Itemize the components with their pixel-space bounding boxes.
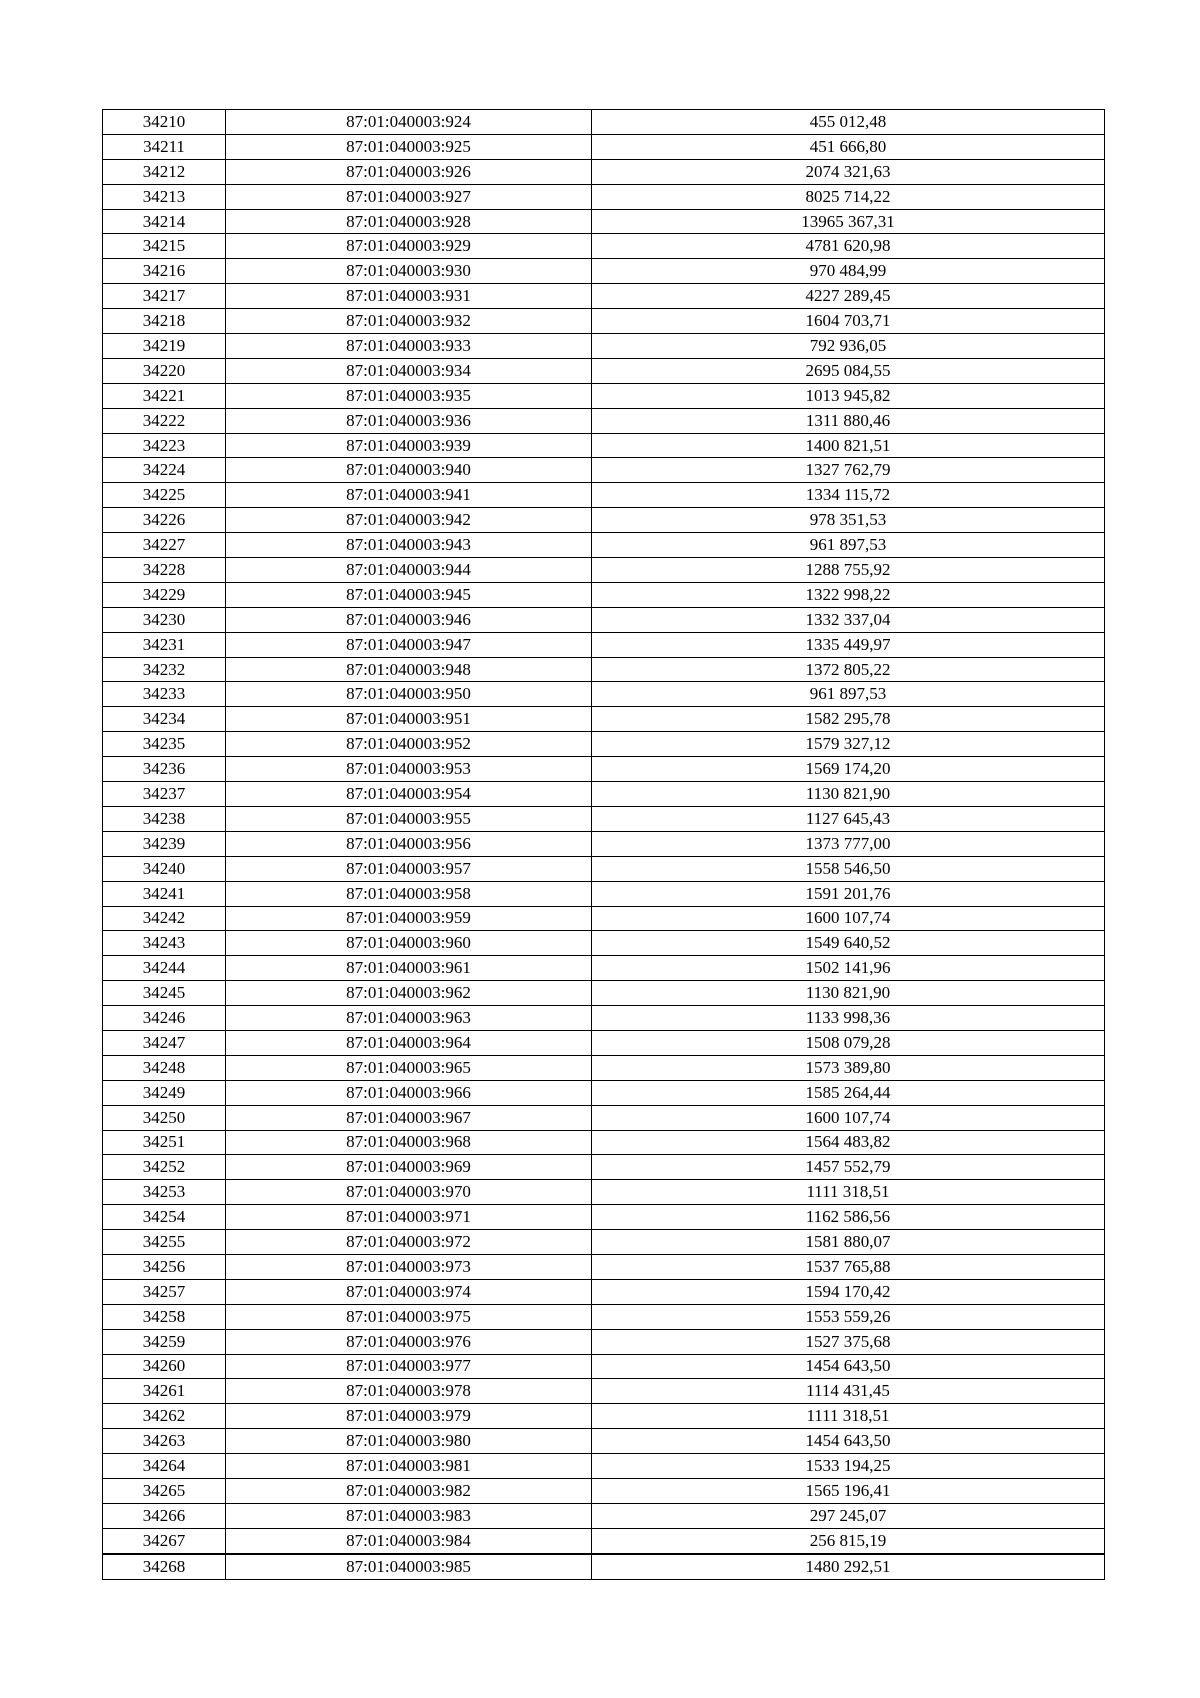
cadastral-number-cell: 87:01:040003:962 [226, 981, 592, 1006]
cadastral-value-cell: 1322 998,22 [592, 582, 1105, 607]
row-number-cell: 34239 [103, 831, 226, 856]
cadastral-number-cell: 87:01:040003:936 [226, 408, 592, 433]
cadastral-value-cell: 1553 559,26 [592, 1304, 1105, 1329]
table-row [103, 881, 1105, 906]
cadastral-number-cell: 87:01:040003:980 [226, 1429, 592, 1454]
cadastral-number-cell: 87:01:040003:947 [226, 632, 592, 657]
cadastral-number-cell: 87:01:040003:974 [226, 1279, 592, 1304]
cadastral-number-cell: 87:01:040003:961 [226, 956, 592, 981]
row-number-cell: 34221 [103, 383, 226, 408]
row-number-cell: 34260 [103, 1354, 226, 1379]
row-number-cell: 34259 [103, 1329, 226, 1354]
row-number-cell: 34211 [103, 134, 226, 159]
table-row [103, 1528, 1105, 1553]
cadastral-value-cell: 1332 337,04 [592, 607, 1105, 632]
cadastral-number-cell: 87:01:040003:963 [226, 1006, 592, 1031]
table-row [103, 458, 1105, 483]
row-number-cell: 34231 [103, 632, 226, 657]
row-number-cell: 34248 [103, 1055, 226, 1080]
cadastral-number-cell: 87:01:040003:981 [226, 1454, 592, 1479]
cadastral-value-cell: 1288 755,92 [592, 558, 1105, 583]
table-row [103, 1404, 1105, 1429]
cadastral-value-cell: 978 351,53 [592, 508, 1105, 533]
row-number-cell: 34244 [103, 956, 226, 981]
cadastral-value-cell: 1114 431,45 [592, 1379, 1105, 1404]
cadastral-value-cell: 2695 084,55 [592, 358, 1105, 383]
table-row [103, 931, 1105, 956]
cadastral-number-cell: 87:01:040003:928 [226, 209, 592, 234]
cadastral-value-cell: 1327 762,79 [592, 458, 1105, 483]
row-number-cell: 34257 [103, 1279, 226, 1304]
cadastral-number-cell: 87:01:040003:951 [226, 707, 592, 732]
row-number-cell: 34241 [103, 881, 226, 906]
row-number-cell: 34247 [103, 1030, 226, 1055]
row-number-cell: 34265 [103, 1478, 226, 1503]
cadastral-value-cell: 1549 640,52 [592, 931, 1105, 956]
cadastral-value-cell: 1454 643,50 [592, 1354, 1105, 1379]
row-number-cell: 34226 [103, 508, 226, 533]
cadastral-number-cell: 87:01:040003:935 [226, 383, 592, 408]
table-row [103, 1279, 1105, 1304]
cadastral-number-cell: 87:01:040003:933 [226, 334, 592, 359]
table-row [103, 1030, 1105, 1055]
row-number-cell: 34236 [103, 757, 226, 782]
table-row [103, 408, 1105, 433]
cadastral-number-cell: 87:01:040003:926 [226, 159, 592, 184]
table-row [103, 1503, 1105, 1528]
row-number-cell: 34243 [103, 931, 226, 956]
row-number-cell: 34254 [103, 1205, 226, 1230]
table-row [103, 607, 1105, 632]
cadastral-number-cell: 87:01:040003:975 [226, 1304, 592, 1329]
cadastral-number-cell: 87:01:040003:966 [226, 1080, 592, 1105]
cadastral-value-cell: 1130 821,90 [592, 981, 1105, 1006]
cadastral-number-cell: 87:01:040003:945 [226, 582, 592, 607]
table-row [103, 956, 1105, 981]
cadastral-value-cell: 1111 318,51 [592, 1404, 1105, 1429]
row-number-cell: 34212 [103, 159, 226, 184]
cadastral-number-cell: 87:01:040003:931 [226, 284, 592, 309]
row-number-cell: 34216 [103, 259, 226, 284]
cadastral-value-cell: 1564 483,82 [592, 1130, 1105, 1155]
table-row [103, 508, 1105, 533]
row-number-cell: 34214 [103, 209, 226, 234]
cadastral-number-cell: 87:01:040003:956 [226, 831, 592, 856]
cadastral-number-cell: 87:01:040003:955 [226, 806, 592, 831]
row-number-cell: 34263 [103, 1429, 226, 1454]
table-row [103, 1429, 1105, 1454]
cadastral-number-cell: 87:01:040003:971 [226, 1205, 592, 1230]
cadastral-number-cell: 87:01:040003:924 [226, 110, 592, 135]
table-row [103, 1304, 1105, 1329]
table-row [103, 782, 1105, 807]
cadastral-number-cell: 87:01:040003:973 [226, 1254, 592, 1279]
cadastral-value-cell: 4227 289,45 [592, 284, 1105, 309]
table-row [103, 981, 1105, 1006]
row-number-cell: 34218 [103, 309, 226, 334]
cadastral-value-cell: 4781 620,98 [592, 234, 1105, 259]
cadastral-value-cell: 1480 292,51 [592, 1554, 1105, 1579]
table-row [103, 184, 1105, 209]
row-number-cell: 34251 [103, 1130, 226, 1155]
cadastral-value-cell: 1373 777,00 [592, 831, 1105, 856]
cadastral-number-cell: 87:01:040003:985 [226, 1554, 592, 1579]
row-number-cell: 34252 [103, 1155, 226, 1180]
cadastral-value-cell: 792 936,05 [592, 334, 1105, 359]
table-row [103, 134, 1105, 159]
table-row [103, 284, 1105, 309]
row-number-cell: 34213 [103, 184, 226, 209]
row-number-cell: 34250 [103, 1105, 226, 1130]
cadastral-number-cell: 87:01:040003:977 [226, 1354, 592, 1379]
cadastral-value-cell: 961 897,53 [592, 682, 1105, 707]
table-row [103, 1329, 1105, 1354]
table-row [103, 234, 1105, 259]
row-number-cell: 34266 [103, 1503, 226, 1528]
cadastral-value-cell: 1400 821,51 [592, 433, 1105, 458]
row-number-cell: 34229 [103, 582, 226, 607]
table-row [103, 657, 1105, 682]
table-row [103, 1478, 1105, 1503]
cadastral-number-cell: 87:01:040003:964 [226, 1030, 592, 1055]
cadastral-number-cell: 87:01:040003:953 [226, 757, 592, 782]
row-number-cell: 34235 [103, 732, 226, 757]
row-number-cell: 34232 [103, 657, 226, 682]
table-row [103, 209, 1105, 234]
table-row [103, 582, 1105, 607]
table-row [103, 110, 1105, 135]
row-number-cell: 34224 [103, 458, 226, 483]
cadastral-value-cell: 1600 107,74 [592, 1105, 1105, 1130]
table-row [103, 533, 1105, 558]
table-row [103, 159, 1105, 184]
table-row [103, 1155, 1105, 1180]
cadastral-value-cell: 1527 375,68 [592, 1329, 1105, 1354]
cadastral-number-cell: 87:01:040003:929 [226, 234, 592, 259]
table-row [103, 906, 1105, 931]
cadastral-number-cell: 87:01:040003:967 [226, 1105, 592, 1130]
table-row [103, 831, 1105, 856]
table-row [103, 1354, 1105, 1379]
row-number-cell: 34242 [103, 906, 226, 931]
cadastral-number-cell: 87:01:040003:944 [226, 558, 592, 583]
row-number-cell: 34225 [103, 483, 226, 508]
row-number-cell: 34234 [103, 707, 226, 732]
cadastral-value-cell: 1594 170,42 [592, 1279, 1105, 1304]
table-row [103, 757, 1105, 782]
cadastral-number-cell: 87:01:040003:939 [226, 433, 592, 458]
table-row [103, 1080, 1105, 1105]
cadastral-value-cell: 451 666,80 [592, 134, 1105, 159]
row-number-cell: 34215 [103, 234, 226, 259]
cadastral-value-cell: 1579 327,12 [592, 732, 1105, 757]
cadastral-value-cell: 1133 998,36 [592, 1006, 1105, 1031]
cadastral-number-cell: 87:01:040003:932 [226, 309, 592, 334]
cadastral-number-cell: 87:01:040003:934 [226, 358, 592, 383]
cadastral-number-cell: 87:01:040003:954 [226, 782, 592, 807]
row-number-cell: 34267 [103, 1528, 226, 1553]
row-number-cell: 34227 [103, 533, 226, 558]
cadastral-value-cell: 1582 295,78 [592, 707, 1105, 732]
cadastral-value-cell: 1111 318,51 [592, 1180, 1105, 1205]
cadastral-value-cell: 8025 714,22 [592, 184, 1105, 209]
table-row [103, 433, 1105, 458]
table-row [103, 1230, 1105, 1255]
cadastral-value-cell: 1335 449,97 [592, 632, 1105, 657]
cadastral-number-cell: 87:01:040003:972 [226, 1230, 592, 1255]
table-row [103, 1130, 1105, 1155]
table-row [103, 1105, 1105, 1130]
cadastral-value-cell: 1573 389,80 [592, 1055, 1105, 1080]
cadastral-value-cell: 961 897,53 [592, 533, 1105, 558]
cadastral-value-cell: 1533 194,25 [592, 1454, 1105, 1479]
cadastral-value-cell: 455 012,48 [592, 110, 1105, 135]
cadastral-number-cell: 87:01:040003:958 [226, 881, 592, 906]
cadastral-number-cell: 87:01:040003:927 [226, 184, 592, 209]
cadastral-value-cell: 970 484,99 [592, 259, 1105, 284]
cadastral-number-cell: 87:01:040003:978 [226, 1379, 592, 1404]
cadastral-value-cell: 1591 201,76 [592, 881, 1105, 906]
cadastral-number-cell: 87:01:040003:950 [226, 682, 592, 707]
row-number-cell: 34264 [103, 1454, 226, 1479]
cadastral-value-cell: 1604 703,71 [592, 309, 1105, 334]
row-number-cell: 34233 [103, 682, 226, 707]
cadastral-value-cell: 13965 367,31 [592, 209, 1105, 234]
cadastral-value-cell: 1502 141,96 [592, 956, 1105, 981]
table-row [103, 383, 1105, 408]
cadastral-number-cell: 87:01:040003:952 [226, 732, 592, 757]
cadastral-number-cell: 87:01:040003:976 [226, 1329, 592, 1354]
cadastral-value-cell: 1013 945,82 [592, 383, 1105, 408]
table-row [103, 1454, 1105, 1479]
cadastral-number-cell: 87:01:040003:969 [226, 1155, 592, 1180]
cadastral-number-cell: 87:01:040003:959 [226, 906, 592, 931]
table-row [103, 1554, 1105, 1579]
cadastral-value-cell: 1311 880,46 [592, 408, 1105, 433]
cadastral-number-cell: 87:01:040003:943 [226, 533, 592, 558]
row-number-cell: 34249 [103, 1080, 226, 1105]
cadastral-value-cell: 297 245,07 [592, 1503, 1105, 1528]
cadastral-value-cell: 2074 321,63 [592, 159, 1105, 184]
cadastral-number-cell: 87:01:040003:948 [226, 657, 592, 682]
table-row [103, 358, 1105, 383]
table-row [103, 732, 1105, 757]
row-number-cell: 34268 [103, 1554, 226, 1579]
table-row [103, 1379, 1105, 1404]
table-row [103, 1205, 1105, 1230]
table-row [103, 1006, 1105, 1031]
cadastral-number-cell: 87:01:040003:940 [226, 458, 592, 483]
cadastral-value-cell: 1457 552,79 [592, 1155, 1105, 1180]
row-number-cell: 34238 [103, 806, 226, 831]
cadastral-value-cell: 1162 586,56 [592, 1205, 1105, 1230]
cadastral-number-cell: 87:01:040003:925 [226, 134, 592, 159]
cadastral-number-cell: 87:01:040003:946 [226, 607, 592, 632]
table-row [103, 1254, 1105, 1279]
cadastral-value-cell: 1130 821,90 [592, 782, 1105, 807]
row-number-cell: 34246 [103, 1006, 226, 1031]
cadastral-number-cell: 87:01:040003:968 [226, 1130, 592, 1155]
row-number-cell: 34217 [103, 284, 226, 309]
row-number-cell: 34220 [103, 358, 226, 383]
table-row [103, 632, 1105, 657]
row-number-cell: 34223 [103, 433, 226, 458]
cadastral-number-cell: 87:01:040003:957 [226, 856, 592, 881]
row-number-cell: 34253 [103, 1180, 226, 1205]
table-row [103, 558, 1105, 583]
table-row [103, 707, 1105, 732]
table-row [103, 483, 1105, 508]
cadastral-value-cell: 1600 107,74 [592, 906, 1105, 931]
cadastral-value-cell: 1558 546,50 [592, 856, 1105, 881]
table-row [103, 334, 1105, 359]
table-row [103, 806, 1105, 831]
table-row [103, 1180, 1105, 1205]
cadastral-number-cell: 87:01:040003:970 [226, 1180, 592, 1205]
cadastral-number-cell: 87:01:040003:984 [226, 1528, 592, 1553]
cadastral-value-cell: 1565 196,41 [592, 1478, 1105, 1503]
cadastral-value-cell: 1372 805,22 [592, 657, 1105, 682]
row-number-cell: 34262 [103, 1404, 226, 1429]
cadastral-value-cell: 1127 645,43 [592, 806, 1105, 831]
row-number-cell: 34219 [103, 334, 226, 359]
cadastral-value-cell: 1454 643,50 [592, 1429, 1105, 1454]
row-number-cell: 34222 [103, 408, 226, 433]
cadastral-value-cell: 1585 264,44 [592, 1080, 1105, 1105]
cadastral-value-cell: 1569 174,20 [592, 757, 1105, 782]
cadastral-value-table [102, 109, 1105, 1580]
cadastral-value-cell: 1508 079,28 [592, 1030, 1105, 1055]
cadastral-number-cell: 87:01:040003:983 [226, 1503, 592, 1528]
row-number-cell: 34230 [103, 607, 226, 632]
row-number-cell: 34237 [103, 782, 226, 807]
cadastral-value-cell: 1537 765,88 [592, 1254, 1105, 1279]
cadastral-number-cell: 87:01:040003:960 [226, 931, 592, 956]
cadastral-number-cell: 87:01:040003:965 [226, 1055, 592, 1080]
table-row [103, 1055, 1105, 1080]
cadastral-value-cell: 1334 115,72 [592, 483, 1105, 508]
cadastral-number-cell: 87:01:040003:979 [226, 1404, 592, 1429]
row-number-cell: 34256 [103, 1254, 226, 1279]
cadastral-value-cell: 256 815,19 [592, 1528, 1105, 1553]
row-number-cell: 34228 [103, 558, 226, 583]
row-number-cell: 34240 [103, 856, 226, 881]
row-number-cell: 34258 [103, 1304, 226, 1329]
cadastral-number-cell: 87:01:040003:930 [226, 259, 592, 284]
cadastral-number-cell: 87:01:040003:982 [226, 1478, 592, 1503]
row-number-cell: 34255 [103, 1230, 226, 1255]
row-number-cell: 34245 [103, 981, 226, 1006]
table-row [103, 856, 1105, 881]
table-row [103, 259, 1105, 284]
cadastral-value-cell: 1581 880,07 [592, 1230, 1105, 1255]
row-number-cell: 34210 [103, 110, 226, 135]
cadastral-number-cell: 87:01:040003:941 [226, 483, 592, 508]
table-body [103, 110, 1105, 1580]
table-row [103, 309, 1105, 334]
row-number-cell: 34261 [103, 1379, 226, 1404]
cadastral-number-cell: 87:01:040003:942 [226, 508, 592, 533]
table-row [103, 682, 1105, 707]
